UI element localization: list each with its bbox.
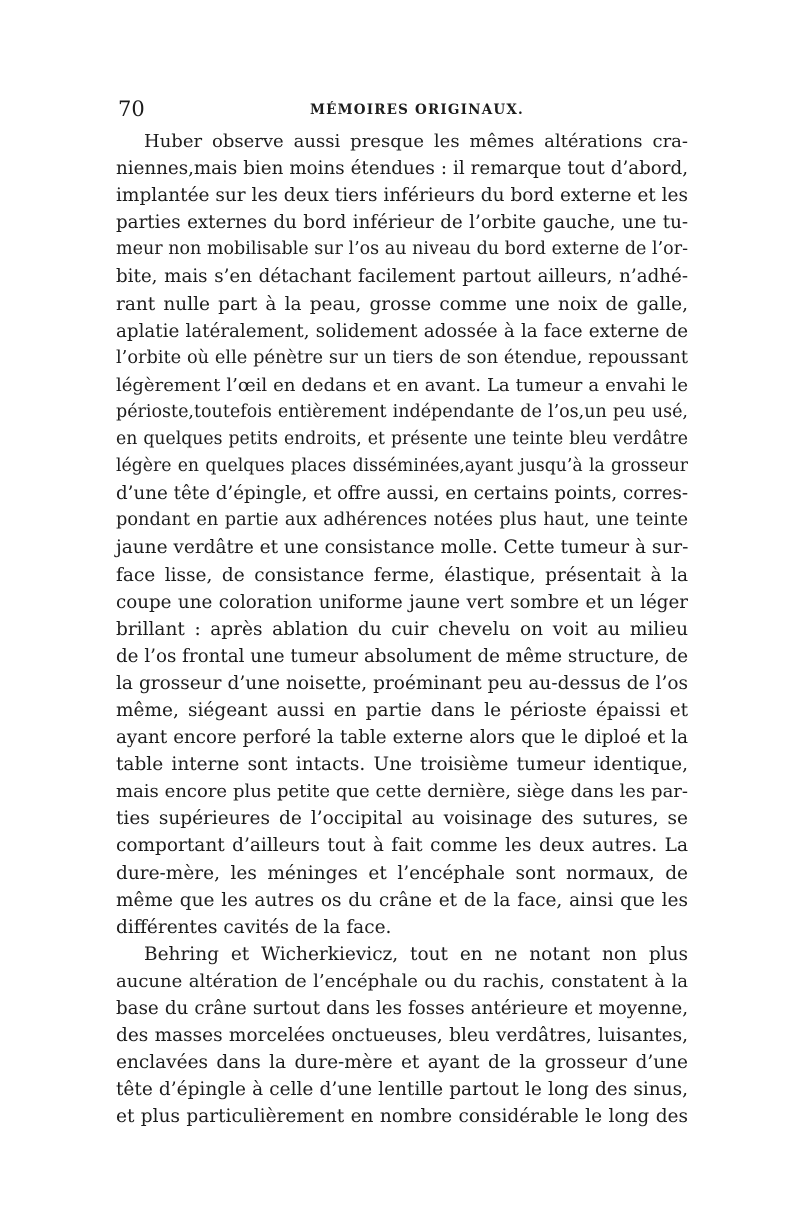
text-line: pondant en partie aux adhérences notées plus haut, une teinte [116, 510, 688, 531]
body-text [116, 128, 688, 1130]
text-line: l’orbite où elle pénètre sur un tiers de son étendue, repoussant [116, 347, 688, 368]
text-line: bite, mais s’en détachant facilement partout ailleurs, n’adhé- [116, 266, 688, 288]
text-line: et plus particulièrement en nombre considérable le long des [116, 1106, 688, 1128]
text-line: en quelques petits endroits, et présente une teinte bleu verdâtre [116, 429, 688, 450]
text-line: même que les autres os du crâne et de la face, ainsi que les [116, 889, 688, 911]
text-line: différentes cavités de la face. [116, 916, 392, 938]
running-head-title: MÉMOIRES ORIGINAUX. [310, 102, 524, 118]
text-line: la grosseur d’une noisette, proéminant peu au-dessus de l’os [116, 672, 688, 694]
text-line: mais encore plus petite que cette dernière, siège dans les par- [116, 781, 688, 803]
text-line: rant nulle part à la peau, grosse comme une noix de galle, [116, 293, 688, 315]
text-line: table interne sont intacts. Une troisième tumeur identique, [116, 754, 688, 776]
text-line: enclavées dans la dure-mère et ayant de la grosseur d’une [116, 1052, 688, 1074]
text-line: base du crâne surtout dans les fosses antérieure et moyenne, [116, 998, 688, 1019]
text-line: des masses morcelées onctueuses, bleu verdâtres, luisantes, [116, 1025, 688, 1047]
text-line: jaune verdâtre et une consistance molle. Cette tumeur à sur- [116, 537, 689, 559]
text-line: ties supérieures de l’occipital au voisinage des sutures, se [116, 808, 688, 830]
text-line: coupe une coloration uniforme jaune vert sombre et un léger [116, 591, 688, 613]
text-line: légère en quelques places disséminées,ayant jusqu’à la grosseur [116, 456, 688, 477]
running-head [118, 97, 690, 121]
text-line: meur non mobilisable sur l’os au niveau du bord externe de l’or- [116, 239, 688, 260]
text-line: ayant encore perforé la table externe alors que le diploé et la [116, 727, 688, 749]
text-line: légèrement l’œil en dedans et en avant. La tumeur a envahi le [116, 374, 688, 396]
text-line: Huber observe aussi presque les mêmes altérations cra- [144, 131, 688, 152]
text-line: comportant d’ailleurs tout à fait comme les deux autres. La [116, 835, 688, 857]
text-line: niennes,mais bien moins étendues : il remarque tout d’abord, [116, 158, 688, 180]
text-line: de l’os frontal une tumeur absolument de même structure, de [116, 645, 688, 667]
text-line: implantée sur les deux tiers inférieurs du bord externe et les [116, 185, 688, 207]
text-line: aucune altération de l’encéphale ou du rachis, constatent à la [116, 970, 688, 992]
text-line: dure-mère, les méninges et l’encéphale sont normaux, de [116, 862, 688, 884]
text-line: tête d’épingle à celle d’une lentille partout le long des sinus, [116, 1079, 688, 1101]
text-line: Behring et Wicherkievicz, tout en ne notant non plus [144, 943, 688, 965]
text-line: périoste,toutefois entièrement indépendante de l’os,un peu usé, [116, 401, 688, 422]
text-line: brillant : après ablation du cuir chevelu on voit au milieu [116, 618, 688, 640]
page-number: 70 [118, 97, 145, 121]
text-line: face lisse, de consistance ferme, élastique, présentait à la [116, 564, 688, 586]
text-line: même, siégeant aussi en partie dans le périoste épaissi et [116, 699, 688, 721]
text-line: parties externes du bord inférieur de l’orbite gauche, une tu- [116, 212, 688, 234]
text-line: d’une tête d’épingle, et offre aussi, en certains points, corres- [116, 483, 688, 505]
text-line: aplatie latéralement, solidement adossée à la face externe de [116, 320, 688, 342]
